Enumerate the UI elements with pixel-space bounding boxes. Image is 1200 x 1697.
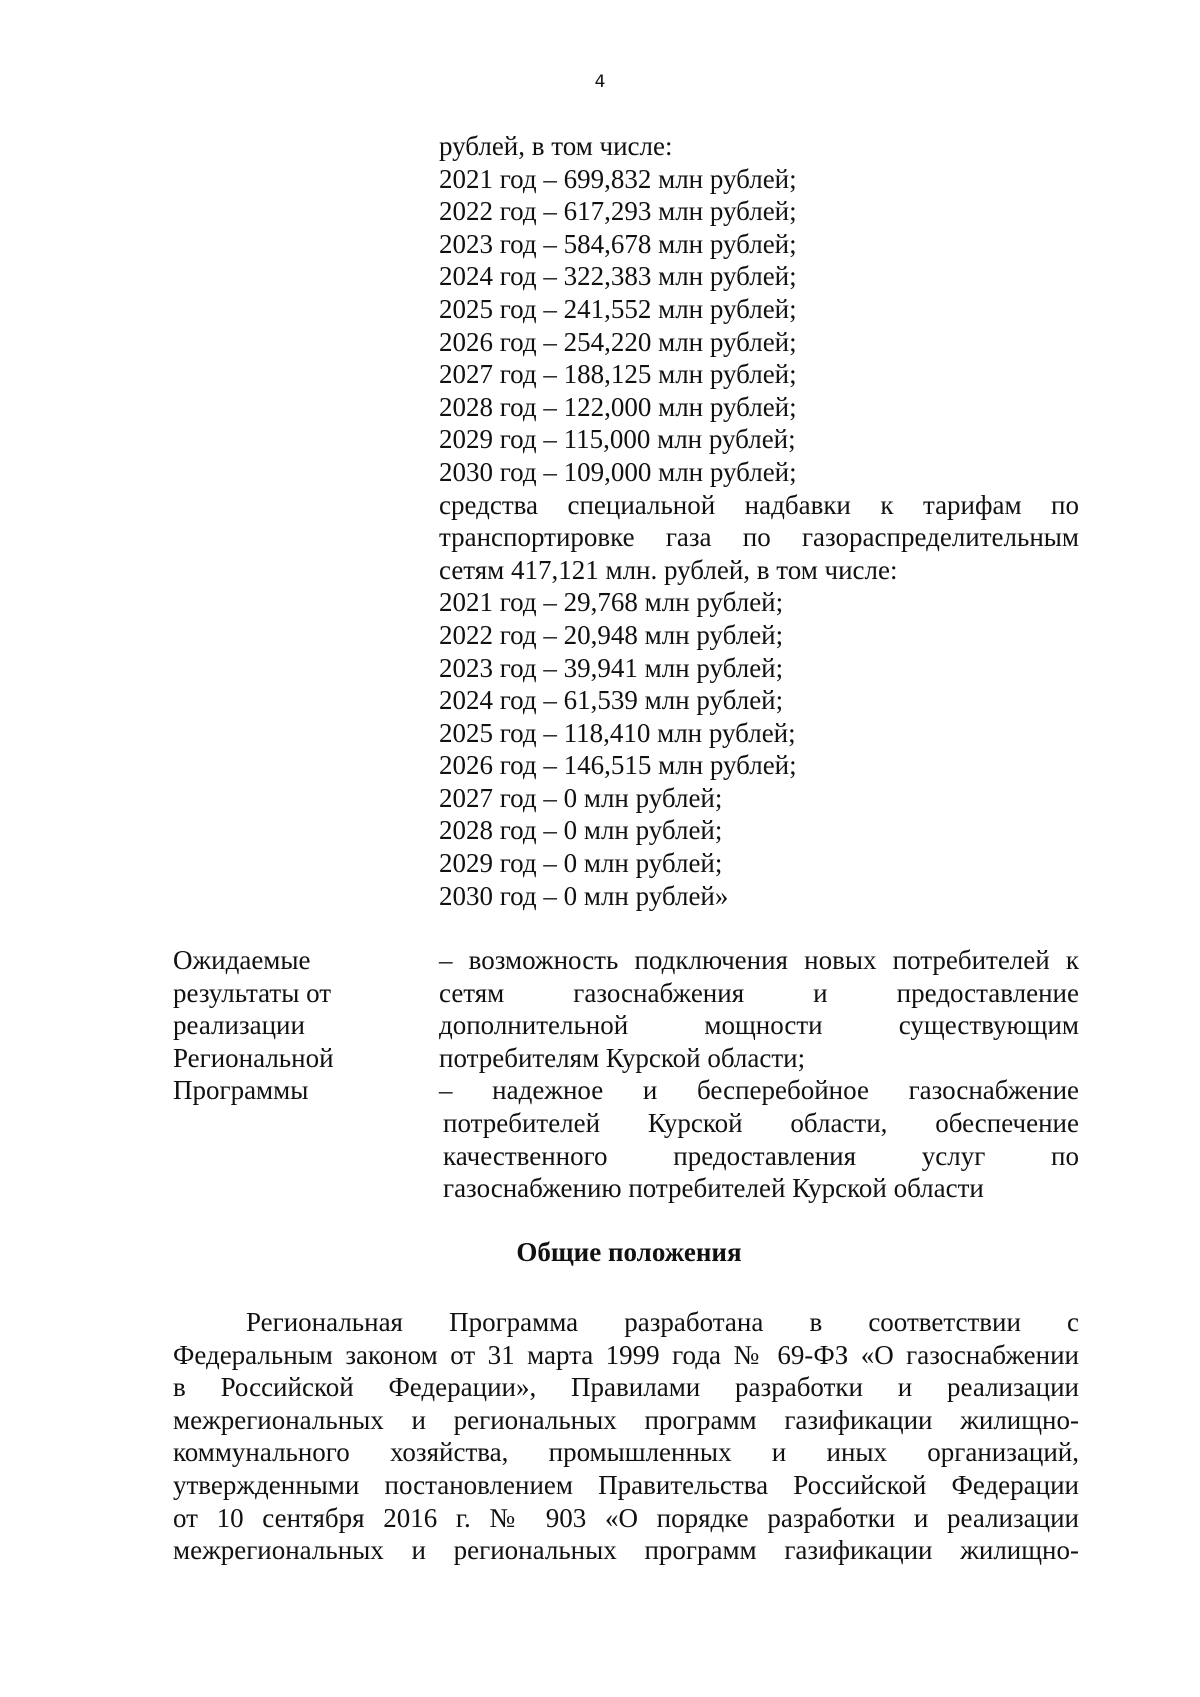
result-item-line: потребителей Курской области, обеспечение <box>443 1107 1079 1138</box>
special-surcharge-line: сетям 417,121 млн. рублей, в том числе: <box>439 554 898 585</box>
surcharge-year-line: 2029 год – 0 млн рублей; <box>439 848 723 879</box>
funding-year-line: 2022 год – 617,293 млн рублей; <box>439 196 797 227</box>
funding-block <box>439 130 1079 912</box>
funding-year-line: 2027 год – 188,125 млн рублей; <box>439 359 797 390</box>
results-content <box>439 944 1079 1205</box>
body-line: Федеральным законом от 31 марта 1999 года № 69-ФЗ «О газоснабжении <box>173 1339 1079 1370</box>
result-item-line: дополнительной мощности существующим <box>439 1010 1079 1041</box>
funding-year-line: 2023 год – 584,678 млн рублей; <box>439 228 797 259</box>
surcharge-year-line: 2023 год – 39,941 млн рублей; <box>439 652 784 683</box>
funding-year-line: 2024 год – 322,383 млн рублей; <box>439 261 797 292</box>
funding-intro: рублей, в том числе: <box>439 131 673 161</box>
result-item-line: качественного предоставления услуг по <box>443 1140 1079 1171</box>
result-item-line: потребителям Курской области; <box>439 1042 806 1073</box>
surcharge-year-line: 2024 год – 61,539 млн рублей; <box>439 685 784 716</box>
results-label-line: реализации <box>173 1010 305 1041</box>
funding-year-line: 2028 год – 122,000 млн рублей; <box>439 391 797 422</box>
surcharge-year-line: 2030 год – 0 млн рублей» <box>439 880 729 911</box>
body-line: в Российской Федерации», Правилами разработки и реализации <box>173 1372 1079 1403</box>
surcharge-year-line: 2022 год – 20,948 млн рублей; <box>439 619 784 650</box>
body-line: межрегиональных и региональных программ газификации жилищно- <box>173 1404 1079 1435</box>
surcharge-year-line: 2026 год – 146,515 млн рублей; <box>439 750 797 781</box>
funding-year-line: 2021 год – 699,832 млн рублей; <box>439 163 797 194</box>
body-paragraph <box>173 1306 1079 1567</box>
result-item-line: сетям газоснабжения и предоставление <box>439 977 1079 1008</box>
results-label-line: Программы <box>173 1075 309 1106</box>
funding-year-line: 2030 год – 109,000 млн рублей; <box>439 456 797 487</box>
body-line: утвержденными постановлением Правительства Российской Федерации <box>173 1469 1079 1500</box>
results-label-line: Ожидаемые <box>173 945 311 975</box>
section-title: Общие положения <box>516 1237 742 1267</box>
body-line: Региональная Программа разработана в соответствии с <box>246 1307 1079 1337</box>
results-label-line: результаты от <box>173 977 332 1008</box>
body-line: межрегиональных и региональных программ газификации жилищно- <box>173 1535 1079 1566</box>
result-item-line: – возможность подключения новых потребителей к <box>439 945 1079 975</box>
surcharge-year-line: 2021 год – 29,768 млн рублей; <box>439 587 784 618</box>
special-surcharge-line: средства специальной надбавки к тарифам по <box>439 489 1079 520</box>
result-item-line: газоснабжению потребителей Курской области <box>443 1173 984 1204</box>
funding-year-line: 2026 год – 254,220 млн рублей; <box>439 326 797 357</box>
surcharge-year-line: 2025 год – 118,410 млн рублей; <box>439 717 796 748</box>
results-label <box>173 944 403 1107</box>
result-item-line: – надежное и бесперебойное газоснабжение <box>439 1075 1079 1106</box>
body-line: коммунального хозяйства, промышленных и иных организаций, <box>173 1437 1079 1468</box>
results-label-line: Региональной <box>173 1042 334 1073</box>
surcharge-year-line: 2028 год – 0 млн рублей; <box>439 815 723 846</box>
special-surcharge-line: транспортировке газа по газораспределительным <box>439 522 1079 553</box>
surcharge-year-line: 2027 год – 0 млн рублей; <box>439 782 723 813</box>
page-number: 4 <box>594 72 606 92</box>
body-line: от 10 сентября 2016 г. № 903 «О порядке разработки и реализации <box>173 1502 1079 1533</box>
funding-year-line: 2029 год – 115,000 млн рублей; <box>439 424 796 455</box>
funding-year-line: 2025 год – 241,552 млн рублей; <box>439 293 797 324</box>
